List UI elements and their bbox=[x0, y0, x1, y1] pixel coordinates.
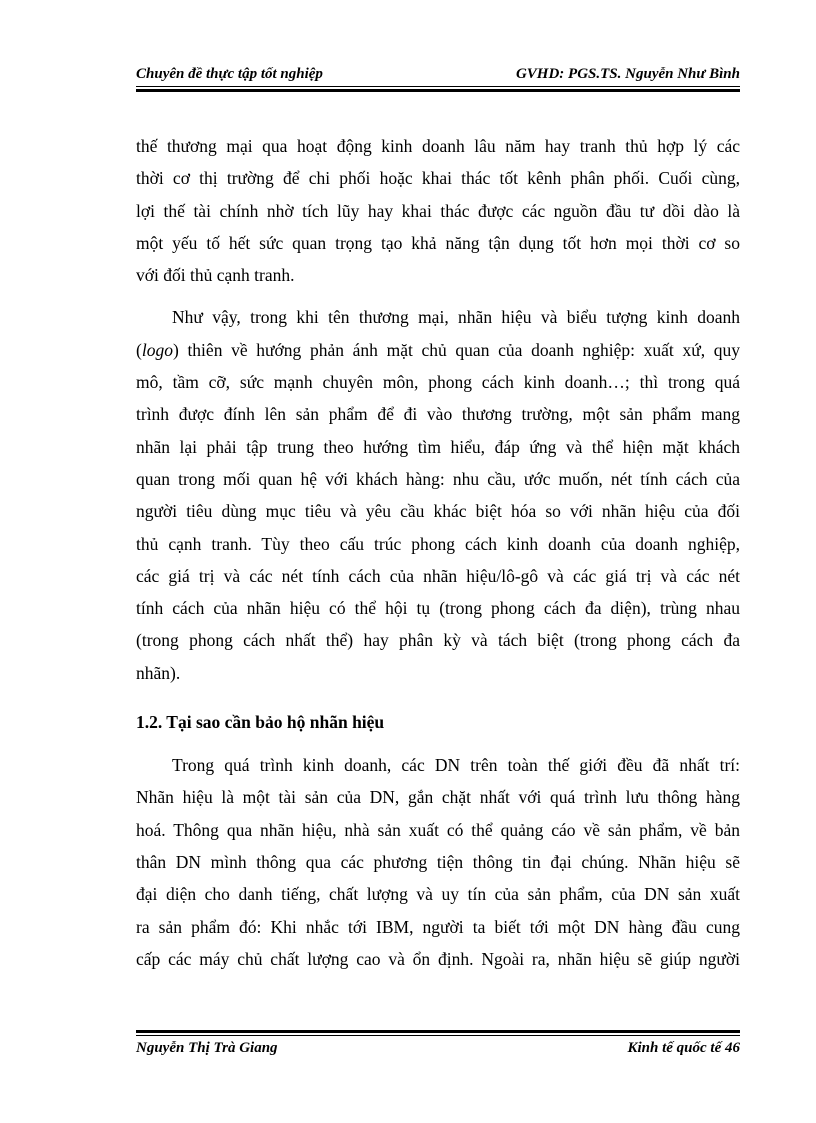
text-line: thủ cạnh tranh. Tùy theo cấu trúc phong cách kinh doanh của doanh nghiệp, bbox=[136, 533, 740, 554]
text-line: cấp các máy chủ chất lượng cao và ổn định. Ngoài ra, nhãn hiệu sẽ giúp người bbox=[136, 948, 740, 969]
text-line: (logo) thiên về hướng phản ánh mặt chủ quan của doanh nghiệp: xuất xứ, quy bbox=[136, 339, 740, 360]
document-body bbox=[136, 130, 740, 975]
text-line: Nhãn hiệu là một tài sản của DN, gắn chặt nhất với quá trình lưu thông hàng bbox=[136, 787, 740, 808]
text-line: lợi thế tài chính nhờ tích lũy hay khai thác được các nguồn đầu tư dồi dào là bbox=[136, 200, 740, 221]
text-line: tính cách của nhãn hiệu có thể hội tụ (trong phong cách đa diện), trùng nhau bbox=[136, 598, 740, 619]
text-line: mô, tầm cỡ, sức mạnh chuyên môn, phong cách kinh doanh…; thì trong quá bbox=[136, 372, 740, 393]
text-line: nhãn). bbox=[136, 662, 181, 683]
header-rule-thick bbox=[136, 89, 740, 92]
header-title: Chuyên đề thực tập tốt nghiệp bbox=[136, 66, 323, 82]
text-line: (trong phong cách nhất thể) hay phân kỳ và tách biệt (trong phong cách đa bbox=[136, 630, 740, 651]
text-line: quan trong mối quan hệ với khách hàng: nhu cầu, ước muốn, nét tính cách của bbox=[136, 468, 740, 489]
footer-class: Kinh tế quốc tế 46 bbox=[627, 1040, 740, 1056]
paragraph-1 bbox=[136, 130, 740, 291]
text-line: người tiêu dùng mục tiêu và yêu cầu khác biệt hóa so với nhãn hiệu của đối bbox=[136, 501, 740, 522]
text-line: thế thương mại qua hoạt động kinh doanh lâu năm hay tranh thủ hợp lý các bbox=[136, 136, 740, 156]
section-heading: 1.2. Tại sao cần bảo hộ nhãn hiệu bbox=[136, 712, 385, 733]
page-header bbox=[136, 64, 740, 86]
text-line: hoá. Thông qua nhãn hiệu, nhà sản xuất có thể quảng cáo về sản phẩm, về bản bbox=[136, 819, 740, 840]
text-line: thân DN mình thông qua các phương tiện thông tin đại chúng. Nhãn hiệu sẽ bbox=[136, 851, 740, 872]
text-line: ra sản phẩm đó: Khi nhắc tới IBM, người ta biết tới một DN hàng đầu cung bbox=[136, 916, 740, 937]
page-footer bbox=[136, 1040, 740, 1062]
header-rule-thin bbox=[136, 86, 740, 87]
footer-rule-thin bbox=[136, 1035, 740, 1036]
text-line: Như vậy, trong khi tên thương mại, nhãn hiệu và biểu tượng kinh doanh bbox=[172, 307, 740, 328]
footer-rule-thick bbox=[136, 1030, 740, 1033]
text-line: thời cơ thị trường để chi phối hoặc khai thác tốt kênh phân phối. Cuối cùng, bbox=[136, 168, 740, 189]
text-line: trình được đính lên sản phẩm để đi vào thương trường, một sản phẩm mang bbox=[136, 404, 740, 425]
text-line: nhãn lại phải tập trung theo hướng tìm hiểu, đáp ứng và thể hiện mặt khách bbox=[136, 436, 740, 457]
text-line: một yếu tố hết sức quan trọng tạo khả năng tận dụng tốt hơn mọi thời cơ so bbox=[136, 232, 740, 253]
paragraph-3 bbox=[136, 749, 740, 975]
footer-author: Nguyễn Thị Trà Giang bbox=[136, 1040, 278, 1056]
paragraph-2 bbox=[136, 301, 740, 689]
text-line: Trong quá trình kinh doanh, các DN trên toàn thế giới đều đã nhất trí: bbox=[172, 755, 740, 776]
text-line: với đối thủ cạnh tranh. bbox=[136, 265, 295, 286]
text-line: đại diện cho danh tiếng, chất lượng và uy tín của sản phẩm, của DN sản xuất bbox=[136, 884, 740, 905]
text-line: các giá trị và các nét tính cách của nhãn hiệu/lô-gô và các giá trị và các nét bbox=[136, 565, 740, 586]
header-advisor: GVHD: PGS.TS. Nguyễn Như Bình bbox=[515, 66, 740, 82]
